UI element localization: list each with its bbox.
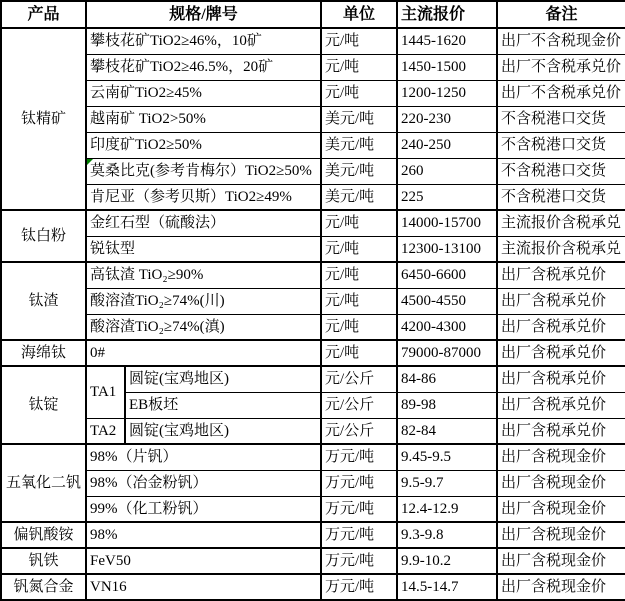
unit-cell: 美元/吨	[321, 106, 397, 132]
note-cell: 出厂不含税承兑价	[497, 80, 625, 106]
price-cell: 9.3-9.8	[397, 522, 497, 548]
table-row	[1, 158, 625, 184]
table-row	[1, 496, 625, 522]
table-row	[1, 54, 625, 80]
note-cell: 出厂含税现金价	[497, 548, 625, 574]
header-product: 产品	[1, 1, 86, 28]
price-cell: 1450-1500	[397, 54, 497, 80]
unit-cell: 万元/吨	[321, 522, 397, 548]
price-cell: 14.5-14.7	[397, 574, 497, 600]
table-row	[1, 548, 625, 574]
header-note: 备注	[497, 1, 625, 28]
unit-cell: 元/吨	[321, 262, 397, 288]
unit-cell: 万元/吨	[321, 574, 397, 600]
spec-text: 莫桑比克(参考肯梅尔）TiO2≥50%	[90, 162, 312, 179]
price-cell: 240-250	[397, 132, 497, 158]
unit-cell: 万元/吨	[321, 444, 397, 470]
table-row	[1, 210, 625, 236]
product-cell: 五氧化二钒	[1, 444, 86, 522]
grade-cell: TA1	[86, 366, 125, 418]
table-row	[1, 418, 625, 444]
unit-cell: 元/公斤	[321, 392, 397, 418]
unit-cell: 元/公斤	[321, 418, 397, 444]
note-cell: 出厂含税承兑价	[497, 392, 625, 418]
table-row	[1, 184, 625, 210]
spec-cell: 酸溶渣TiO₂≥74%(滇)	[86, 314, 321, 340]
spec-cell: EB板坯	[125, 392, 321, 418]
price-cell: 1200-1250	[397, 80, 497, 106]
product-cell: 偏钒酸铵	[1, 522, 86, 548]
table-row	[1, 366, 625, 392]
note-cell: 出厂含税承兑价	[497, 418, 625, 444]
price-cell: 79000-87000	[397, 340, 497, 366]
note-cell: 出厂含税现金价	[497, 444, 625, 470]
note-cell: 出厂不含税现金价	[497, 28, 625, 54]
unit-cell: 万元/吨	[321, 496, 397, 522]
spec-cell: 0#	[86, 340, 321, 366]
spec-cell: 肯尼亚（参考贝斯）TiO2≥49%	[86, 184, 321, 210]
spec-cell: 99%（化工粉钒）	[86, 496, 321, 522]
price-cell: 9.5-9.7	[397, 470, 497, 496]
grade-cell: TA2	[86, 418, 125, 444]
unit-cell: 美元/吨	[321, 184, 397, 210]
spec-cell: 印度矿TiO2≥50%	[86, 132, 321, 158]
price-cell: 14000-15700	[397, 210, 497, 236]
spec-cell: 98%（冶金粉钒）	[86, 470, 321, 496]
table-row	[1, 80, 625, 106]
unit-cell: 元/吨	[321, 314, 397, 340]
unit-cell: 元/吨	[321, 80, 397, 106]
table-row	[1, 236, 625, 262]
spec-cell: 越南矿 TiO2>50%	[86, 106, 321, 132]
note-cell: 不含税港口交货	[497, 132, 625, 158]
table-row	[1, 574, 625, 600]
table-row	[1, 288, 625, 314]
product-cell: 钛渣	[1, 262, 86, 340]
price-cell: 9.9-10.2	[397, 548, 497, 574]
table-row	[1, 132, 625, 158]
table-row	[1, 522, 625, 548]
table-row	[1, 314, 625, 340]
note-cell: 出厂含税承兑价	[497, 288, 625, 314]
product-cell: 钛锭	[1, 366, 86, 444]
spec-cell: 圆锭(宝鸡地区)	[125, 418, 321, 444]
price-cell: 9.45-9.5	[397, 444, 497, 470]
spec-cell: 金红石型（硫酸法）	[86, 210, 321, 236]
comment-flag-icon	[87, 159, 93, 165]
unit-cell: 万元/吨	[321, 548, 397, 574]
product-cell: 钛白粉	[1, 210, 86, 262]
product-cell: 钛精矿	[1, 28, 86, 210]
note-cell: 出厂不含税承兑价	[497, 54, 625, 80]
spec-cell: 98%	[86, 522, 321, 548]
unit-cell: 美元/吨	[321, 158, 397, 184]
price-cell: 12.4-12.9	[397, 496, 497, 522]
spec-cell: 攀枝花矿TiO2≥46.5%，20矿	[86, 54, 321, 80]
price-cell: 12300-13100	[397, 236, 497, 262]
spec-cell: FeV50	[86, 548, 321, 574]
spec-cell: 圆锭(宝鸡地区)	[125, 366, 321, 392]
price-cell: 84-86	[397, 366, 497, 392]
table-row	[1, 106, 625, 132]
unit-cell: 元/吨	[321, 54, 397, 80]
header-unit: 单位	[321, 1, 397, 28]
note-cell: 出厂含税承兑价	[497, 340, 625, 366]
table-row	[1, 262, 625, 288]
unit-cell: 美元/吨	[321, 132, 397, 158]
unit-cell: 元/公斤	[321, 366, 397, 392]
note-cell: 主流报价含税承兑	[497, 236, 625, 262]
product-cell: 海绵钛	[1, 340, 86, 366]
price-cell: 4200-4300	[397, 314, 497, 340]
header-price: 主流报价	[397, 1, 497, 28]
price-cell: 82-84	[397, 418, 497, 444]
price-cell: 220-230	[397, 106, 497, 132]
table-row	[1, 444, 625, 470]
price-cell: 89-98	[397, 392, 497, 418]
note-cell: 出厂含税承兑价	[497, 262, 625, 288]
note-cell: 出厂含税现金价	[497, 522, 625, 548]
price-cell: 260	[397, 158, 497, 184]
note-cell: 出厂含税现金价	[497, 496, 625, 522]
price-cell: 1445-1620	[397, 28, 497, 54]
spec-cell	[86, 158, 321, 184]
header-spec: 规格/牌号	[86, 1, 321, 28]
note-cell: 不含税港口交货	[497, 158, 625, 184]
spec-cell: 攀枝花矿TiO2≥46%，10矿	[86, 28, 321, 54]
note-cell: 出厂含税承兑价	[497, 314, 625, 340]
unit-cell: 元/吨	[321, 340, 397, 366]
product-cell: 钒氮合金	[1, 574, 86, 600]
header-row	[1, 1, 625, 28]
note-cell: 不含税港口交货	[497, 106, 625, 132]
note-cell: 出厂含税现金价	[497, 470, 625, 496]
unit-cell: 元/吨	[321, 210, 397, 236]
table-row	[1, 470, 625, 496]
product-cell: 钒铁	[1, 548, 86, 574]
table-row	[1, 28, 625, 54]
price-cell: 225	[397, 184, 497, 210]
note-cell: 出厂含税承兑价	[497, 366, 625, 392]
spec-cell: 酸溶渣TiO₂≥74%(川)	[86, 288, 321, 314]
unit-cell: 元/吨	[321, 236, 397, 262]
spec-cell: 高钛渣 TiO₂≥90%	[86, 262, 321, 288]
table-row	[1, 340, 625, 366]
unit-cell: 元/吨	[321, 28, 397, 54]
spec-cell: VN16	[86, 574, 321, 600]
note-cell: 出厂含税现金价	[497, 574, 625, 600]
price-cell: 6450-6600	[397, 262, 497, 288]
note-cell: 不含税港口交货	[497, 184, 625, 210]
spec-cell: 锐钛型	[86, 236, 321, 262]
note-cell: 主流报价含税承兑	[497, 210, 625, 236]
price-cell: 4500-4550	[397, 288, 497, 314]
unit-cell: 元/吨	[321, 288, 397, 314]
spec-cell: 98%（片钒）	[86, 444, 321, 470]
spec-cell: 云南矿TiO2≥45%	[86, 80, 321, 106]
unit-cell: 万元/吨	[321, 470, 397, 496]
